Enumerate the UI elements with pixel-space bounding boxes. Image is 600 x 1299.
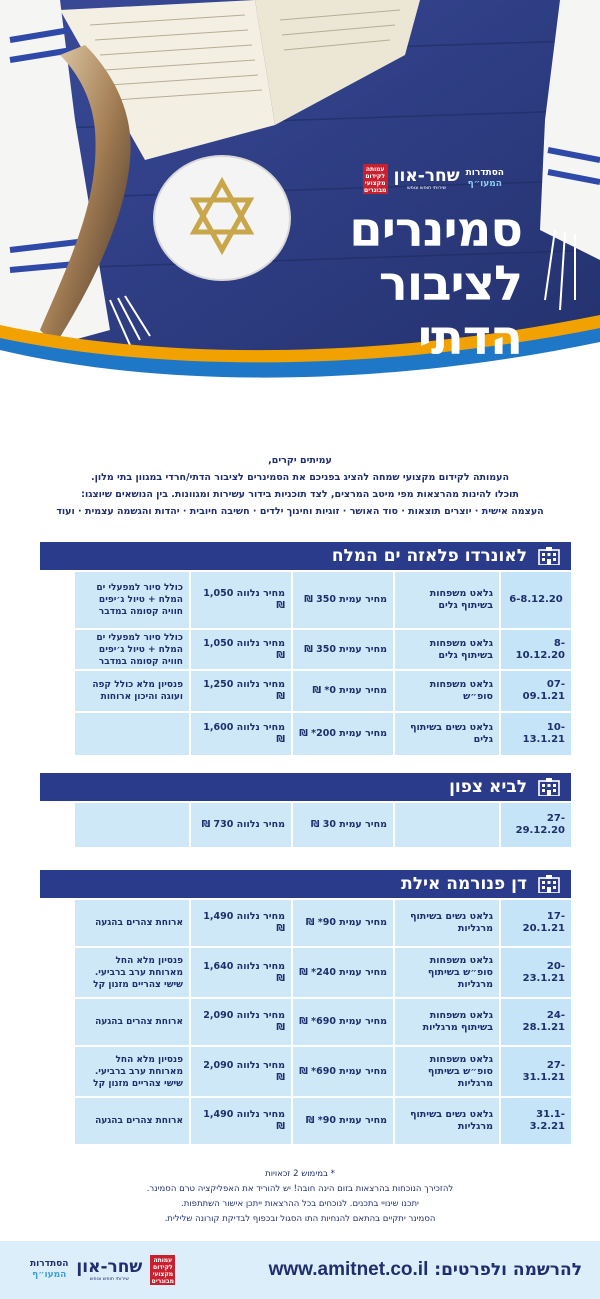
seminar-description: גלאט משפחות סופ״ש בשיתוף מרגליות [395, 1047, 499, 1096]
title-line: לציבור [378, 256, 522, 312]
member-price: מחיר עמית 0* ₪ [293, 671, 393, 711]
page-title [222, 203, 522, 365]
member-price: מחיר עמית 690* ₪ [293, 999, 393, 1045]
histadrut-logo: הסתדרות המעו״ף [465, 168, 504, 189]
intro-line: העמותה לקידום מקצועי שמחה להציג בפניכם את הסמינרים לציבור הדתי/חרדי במגוון בתי מלון. [91, 472, 509, 483]
seminar-description: גלאט נשים בשיתוף מרגליות [395, 1098, 499, 1144]
sharon-on-logo: שחר-און שירותי חופש ונופש [76, 1257, 143, 1282]
intro-text [0, 452, 600, 520]
registration-cta [269, 1259, 582, 1281]
table-row [40, 999, 571, 1045]
seminar-date: 24-28.1.21 [501, 999, 571, 1045]
member-price: מחיר עמית 90* ₪ [293, 900, 393, 946]
seminar-description: גלאט משפחות סופ״ש בשיתוף מרגליות [395, 948, 499, 997]
companion-price: מחיר נלווה 2,090 ₪ [191, 1047, 291, 1096]
seminar-date: 07-09.1.21 [501, 671, 571, 711]
footnote: הסמינר יתקיים בהתאם להנחיות התו הסגול ובכפוף לבדיקת קורונה שלילית. [164, 1214, 436, 1224]
seminar-date: 27-31.1.21 [501, 1047, 571, 1096]
building-icon [537, 547, 561, 565]
intro-greeting: עמיתים יקרים, [268, 455, 332, 466]
seminar-description: גלאט משפחות בשיתוף גלים [395, 572, 499, 628]
seminar-note: פנסיון מלא החל מארוחת ערב ברביעי. שישי צהריים מזנון קל [75, 948, 189, 997]
seminar-description: גלאט משפחות בשיתוף מרגליות [395, 999, 499, 1045]
hotel-name: לאונרדו פלאזה ים המלח [331, 546, 527, 566]
table-row [40, 948, 571, 997]
table-row [40, 713, 571, 755]
table-row [40, 1047, 571, 1096]
seminar-date: 31.1-3.2.21 [501, 1098, 571, 1144]
table-row [40, 900, 571, 946]
member-price: מחיר עמית 240* ₪ [293, 948, 393, 997]
seminar-note: כולל סיור למפעלי ים המלח + טיול ג׳יפים חוויה קסומה במדבר [75, 630, 189, 669]
footnotes [0, 1167, 600, 1227]
hotel-name: לביא צפון [449, 777, 527, 797]
member-price: מחיר עמית 30 ₪ [293, 803, 393, 847]
seminar-note [75, 803, 189, 847]
hotel-name: דן פנורמה אילת [401, 874, 527, 894]
table-row [40, 630, 571, 669]
companion-price: מחיר נלווה 1,050 ₪ [191, 572, 291, 628]
seminar-description: גלאט משפחות סופ״ש [395, 671, 499, 711]
seminar-note: ארוחת צהרים בהגעה [75, 1098, 189, 1144]
seminar-date: 8-10.12.20 [501, 630, 571, 669]
member-price: מחיר עמית 350 ₪ [293, 630, 393, 669]
table-row [40, 572, 571, 628]
seminar-note [75, 713, 189, 755]
amuta-logo: עמותה לקידום מקצועי מבוגרים [364, 166, 387, 194]
footnote: * במימוש 2 זכאויות [265, 1169, 335, 1179]
seminar-description: גלאט נשים בשיתוף גלים [395, 713, 499, 755]
companion-price: מחיר נלווה 730 ₪ [191, 803, 291, 847]
title-line: סמינרים [349, 202, 522, 258]
amuta-logo: עמותה לקידום מקצועי מבוגרים [151, 1257, 174, 1285]
companion-price: מחיר נלווה 1,600 ₪ [191, 713, 291, 755]
table-row [40, 803, 571, 847]
intro-line: תוכלו להינות מהרצאות מפי מיטב המרצים, לצד תוכניות בידור עשירות ומגוונות. בין הנושאים שיוצגו: [81, 489, 519, 500]
sharon-on-logo: שחר-און שירותי חופש ונופש [393, 166, 460, 191]
member-price: מחיר עמית 200* ₪ [293, 713, 393, 755]
seminar-note: ארוחת צהרים בהגעה [75, 900, 189, 946]
companion-price: מחיר נלווה 1,050 ₪ [191, 630, 291, 669]
hotel-header [40, 773, 571, 801]
intro-topics: העצמה אישית · יוצרים תוצאות · סוד האושר · זוגיות וחינוך ילדים · חשיבה חיובית · יהדות והגשמה עצמית · ועוד [56, 506, 544, 517]
header-logos [332, 162, 504, 196]
cta-label: להרשמה ולפרטים: [434, 1260, 582, 1280]
hotel-header [40, 542, 571, 570]
seminar-date: 27-29.12.20 [501, 803, 571, 847]
seminar-note: כולל סיור למפעלי ים המלח + טיול ג׳יפים חוויה קסומה במדבר [75, 572, 189, 628]
website-link[interactable]: www.amitnet.co.il [268, 1259, 429, 1280]
seminar-description [395, 803, 499, 847]
seminar-description: גלאט משפחות בשיתוף גלים [395, 630, 499, 669]
member-price: מחיר עמית 350 ₪ [293, 572, 393, 628]
seminar-note: פנסיון מלא החל מארוחת ערב ברביעי. שישי צהריים מזנון קל [75, 1047, 189, 1096]
companion-price: מחיר נלווה 2,090 ₪ [191, 999, 291, 1045]
table-row [40, 1098, 571, 1144]
seminar-note: ארוחת צהרים בהגעה [75, 999, 189, 1045]
companion-price: מחיר נלווה 1,640 ₪ [191, 948, 291, 997]
member-price: מחיר עמית 90* ₪ [293, 1098, 393, 1144]
seminar-date: 17-20.1.21 [501, 900, 571, 946]
footer-logos [30, 1255, 175, 1285]
histadrut-logo: הסתדרות המעו״ף [30, 1259, 69, 1280]
seminar-table [40, 803, 571, 847]
seminar-date: 10-13.1.21 [501, 713, 571, 755]
seminar-date: 20-23.1.21 [501, 948, 571, 997]
seminar-table [40, 900, 571, 1144]
building-icon [537, 778, 561, 796]
seminar-description: גלאט נשים בשיתוף מרגליות [395, 900, 499, 946]
hero-banner [0, 0, 600, 402]
hotel-section-eilat [40, 870, 571, 1144]
seminar-note: פנסיון מלא כולל קפה ועוגה והיכון ארוחות [75, 671, 189, 711]
companion-price: מחיר נלווה 1,490 ₪ [191, 1098, 291, 1144]
building-icon [537, 875, 561, 893]
title-line: הדתי [417, 310, 522, 366]
companion-price: מחיר נלווה 1,490 ₪ [191, 900, 291, 946]
companion-price: מחיר נלווה 1,250 ₪ [191, 671, 291, 711]
hotel-section-lavi [40, 773, 571, 847]
member-price: מחיר עמית 690* ₪ [293, 1047, 393, 1096]
footnote: יתכנו שינויי בתכנים. לנוכחים בכל ההרצאות ייתכן אישור השתתפות. [181, 1199, 419, 1209]
table-row [40, 671, 571, 711]
seminar-table [40, 572, 571, 755]
hotel-section-dead-sea [40, 542, 571, 755]
hotel-header [40, 870, 571, 898]
seminar-date: 6-8.12.20 [501, 572, 571, 628]
footer-bar [0, 1241, 600, 1299]
footnote: להזכירך הנוכחות בהרצאות בזום הינה חובה! יש להוריד את האפליקציה טרם הסמינר. [146, 1184, 454, 1194]
